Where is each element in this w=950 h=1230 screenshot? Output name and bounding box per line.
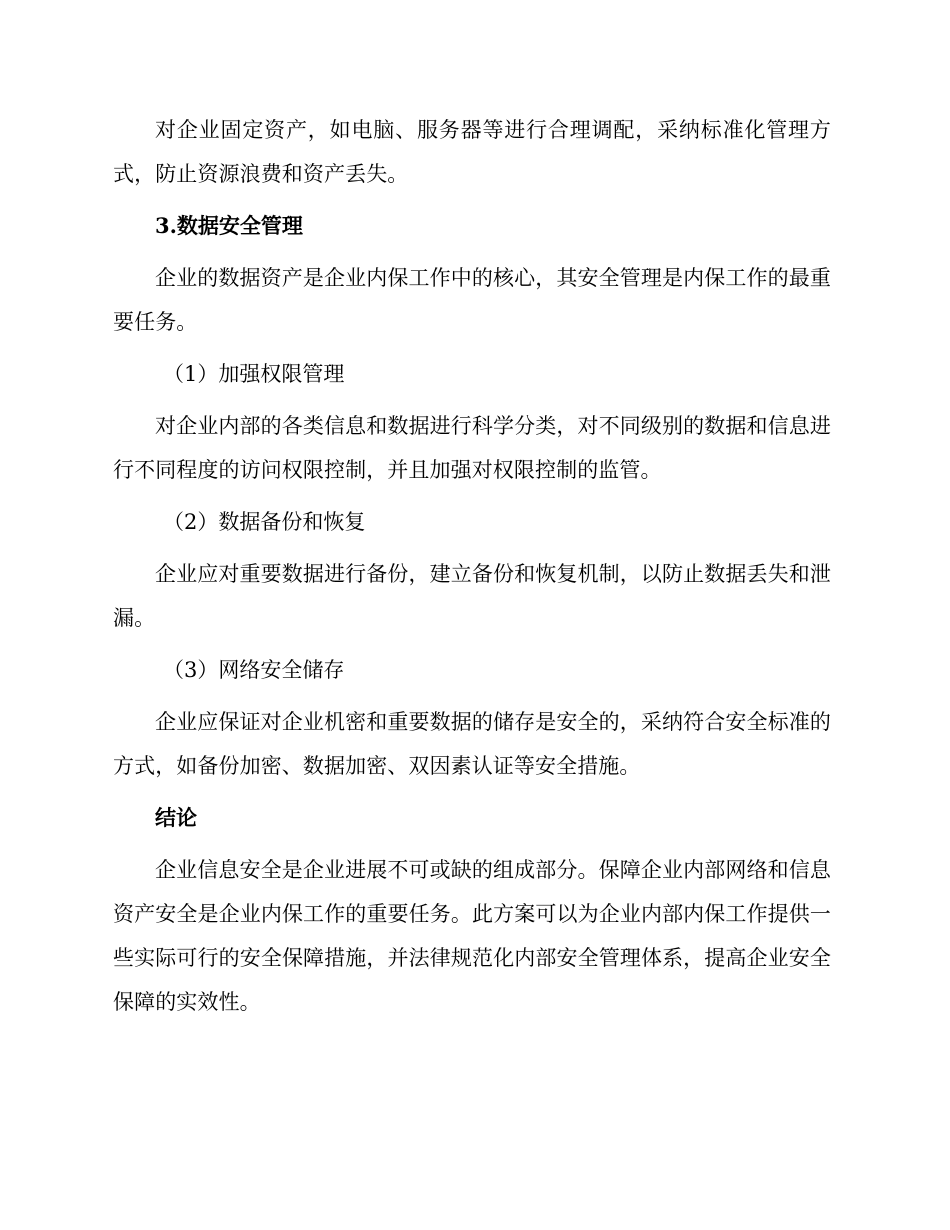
paragraph-permission-management: 对企业内部的各类信息和数据进行科学分类，对不同级别的数据和信息进行不同程度的访问权限控制，并且加强对权限控制的监管。 — [113, 414, 831, 482]
paragraph-backup-recovery: 企业应对重要数据进行备份，建立备份和恢复机制，以防止数据丢失和泄漏。 — [113, 562, 831, 630]
paragraph-network-storage: 企业应保证对企业机密和重要数据的储存是安全的，采纳符合安全标准的方式，如备份加密、数据加密、双因素认证等安全措施。 — [113, 710, 831, 778]
subheading-permission-management: （1）加强权限管理 — [163, 362, 345, 386]
section-heading-data-security: 3.数据安全管理 — [155, 213, 303, 238]
paragraph-conclusion: 企业信息安全是企业进展不可或缺的组成部分。保障企业内部网络和信息资产安全是企业内保工作的重要任务。此方案可以为企业内部内保工作提供一些实际可行的安全保障措施，并法律规范化内部安全管理体系，提高企业安全保障的实效性。 — [113, 858, 831, 1014]
section-heading-conclusion: 结论 — [155, 805, 197, 830]
subheading-backup-recovery: （2）数据备份和恢复 — [163, 510, 366, 534]
document-body — [113, 108, 831, 1024]
subheading-network-storage: （3）网络安全储存 — [163, 658, 345, 682]
paragraph-fixed-assets: 对企业固定资产，如电脑、服务器等进行合理调配，采纳标准化管理方式，防止资源浪费和资产丢失。 — [113, 118, 831, 186]
paragraph-data-assets: 企业的数据资产是企业内保工作中的核心，其安全管理是内保工作的最重要任务。 — [113, 266, 831, 334]
